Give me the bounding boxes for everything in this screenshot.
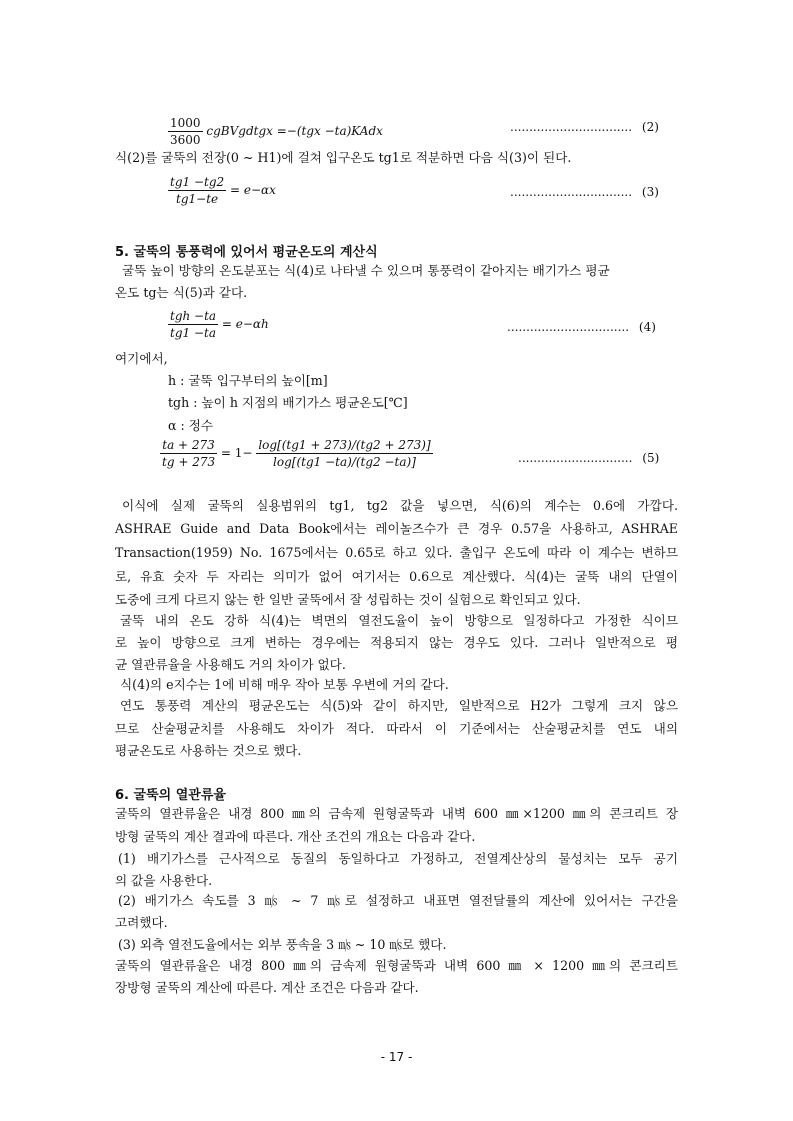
section-6-line-8: 굴뚝의 열관류율은 내경 800 ㎜의 금속제 원형굴뚝과 내벽 600 ㎜ × 1200 ㎜의 콘크리트 [115,958,678,973]
section-5-heading: 5. 굴뚝의 통풍력에 있어서 평균온도의 계산식 [115,245,378,260]
equation-4-numerator: tgh −ta [170,309,217,323]
paragraph-5-line-3: 평균온도로 사용하는 것으로 했다. [115,743,302,758]
equation-4-number: (4) [638,320,656,334]
equation-2-numerator: 1000 [170,116,201,130]
equation-5-middle: = 1− [220,446,253,460]
section-6-line-5: (2) 배기가스 속도를 3 ㎧ ~ 7 ㎧로 설정하고 내표면 열전달률의 계산에 있어서는 구간을 [118,893,678,908]
section-6-line-7: (3) 외측 열전도율에서는 외부 풍속을 3 ㎧ ~ 10 ㎧로 했다. [118,937,447,952]
equation-5-leader [518,451,659,465]
equation-5-fraction-left [160,438,217,469]
section-6-line-3: (1) 배기가스를 근사적으로 동질의 동일하다고 가정하고, 전열계산상의 물성치는 모두 공기 [118,851,678,866]
equation-4-rhs: = e−αh [221,317,269,331]
equation-3-fraction [168,175,226,206]
where-label: 여기에서, [115,351,168,366]
equation-2-denominator: 3600 [170,133,201,147]
page-number: - 17 - [380,1050,413,1064]
paragraph-5-line-1: 연도 통풍력 계산의 평균온도는 식(5)와 같이 하지만, 일반적으로 H2가 그렇게 크지 않으 [120,698,678,713]
equation-3-leader [510,185,659,199]
equation-2-fraction [168,116,203,147]
section-6-line-6: 고려했다. [115,915,168,930]
equation-3-numerator: tg1 −tg2 [170,175,225,189]
paragraph-3-line-2: 로 높이 방향으로 크게 변하는 경우에는 적용되지 않는 경우도 있다. 그러나 일반적으로 평 [115,635,678,650]
equation-4 [168,309,269,340]
equation-2-leader [510,120,659,134]
equation-4-leader [507,320,656,334]
paragraph-3-line-3: 균 열관류율을 사용해도 거의 차이가 없다. [115,657,346,672]
paragraph-4: 식(4)의 e지수는 1에 비해 매우 작아 보통 우변에 거의 같다. [120,677,449,692]
definition-h: h : 굴뚝 입구부터의 높이[m] [168,373,328,388]
equation-3 [168,175,276,206]
section-6-line-4: 의 값을 사용한다. [115,873,213,888]
equation-4-fraction [168,309,218,340]
paragraph-3-line-1: 굴뚝 내의 온도 강하 식(4)는 벽면의 열전도율이 높이 방향으로 일정하다고 가정한 식이므 [120,613,678,628]
section-6-heading: 6. 굴뚝의 열관류율 [115,788,226,803]
section-6-line-9: 장방형 굴뚝의 계산에 따른다. 계산 조건은 다음과 같다. [115,980,419,995]
paragraph-2-line-3: Transaction(1959) No. 1675에서는 0.65로 하고 있다. 출입구 온도에 따라 이 계수는 변하므 [115,545,678,560]
equation-5-number: (5) [642,451,660,465]
equation-5 [160,438,433,469]
paragraph-after-eq2: 식(2)를 굴뚝의 전장(0 ~ H1)에 걸쳐 입구온도 tg1로 적분하면 다음 식(3)이 된다. [115,150,572,165]
equation-5-fraction-right [256,438,432,469]
equation-3-denominator: tg1−te [176,192,219,206]
equation-5-dots: .............................. [518,451,633,465]
equation-4-denominator: tg1 −ta [170,326,217,340]
paragraph-2-line-5: 도중에 크게 다르지 않는 한 일반 굴뚝에서 잘 성립하는 것이 실험으로 확인되고 있다. [115,592,581,607]
equation-2-number: (2) [641,120,659,134]
equation-5-denominator-right: log[(tg1 −ta)/(tg2 −ta)] [273,455,416,469]
equation-3-rhs: = e−αx [229,183,276,197]
section-6-line-1: 굴뚝의 열관류율은 내경 800 ㎜의 금속제 원형굴뚝과 내벽 600 ㎜×1200 ㎜의 콘크리트 장 [115,806,678,821]
section-5-line-2: 온도 tg는 식(5)과 같다. [115,285,248,300]
equation-5-denominator-left: tg + 273 [162,455,216,469]
section-6-line-2: 방형 굴뚝의 계산 결과에 따른다. 개산 조건의 개요는 다음과 같다. [115,829,476,844]
equation-5-numerator-right: log[(tg1 + 273)/(tg2 + 273)] [258,438,431,452]
equation-2-dots: ................................ [510,120,633,134]
equation-2 [168,116,383,147]
section-5-line-1: 굴뚝 높이 방향의 온도분포는 식(4)로 나타낼 수 있으며 통풍력이 같아지는 배기가스 평균 [122,263,610,278]
definition-tgh: tgh : 높이 h 지점의 배기가스 평균온도[℃] [168,395,408,410]
equation-2-rhs: cgBVgdtgx =−(tgx −ta)KAdx [206,124,383,138]
paragraph-2-line-1: 이식에 실제 굴뚝의 실용범위의 tg1, tg2 값을 넣으면, 식(6)의 계수는 0.6에 가깝다. [122,498,678,513]
paragraph-5-line-2: 므로 산술평균치를 사용해도 차이가 적다. 따라서 이 기준에서는 산술평균치를 연도 내의 [115,721,678,736]
paragraph-2-line-4: 로, 유효 숫자 두 자리는 의미가 없어 여기서는 0.6으로 계산했다. 식(4)는 굴뚝 내의 단열이 [115,569,678,584]
equation-3-number: (3) [641,185,659,199]
paragraph-2-line-2: ASHRAE Guide and Data Book에서는 레이놀즈수가 큰 경우 0.57을 사용하고, ASHRAE [115,521,678,536]
equation-5-numerator-left: ta + 273 [162,438,215,452]
equation-3-dots: ................................ [510,185,633,199]
definition-alpha: α : 정수 [168,418,214,433]
equation-4-dots: ................................ [507,320,630,334]
